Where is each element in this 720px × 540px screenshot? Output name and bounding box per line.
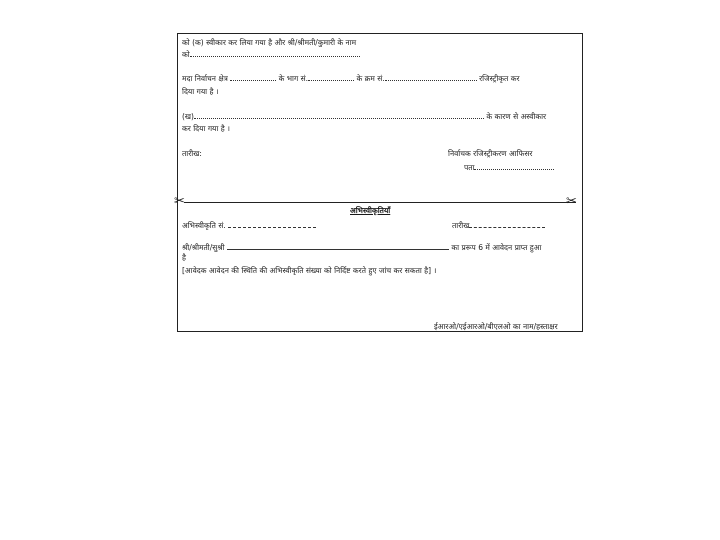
form-line-3 — [182, 73, 520, 84]
receipt-heading: अभिस्वीकृतियाँ — [350, 206, 391, 215]
receipt-date-label: तारीख — [452, 221, 470, 230]
scissors-icon: ✂ — [174, 194, 185, 209]
applicant-line — [182, 242, 541, 253]
form-line-1: को (क) स्वीकार कर लिया गया है और श्री/श्रीमती/कुमारी के नाम — [182, 38, 357, 47]
address-blank — [474, 162, 554, 170]
officer-label: निर्वाचक रजिस्ट्रीकरण आफिसर — [448, 149, 533, 158]
part-no-label: के भाग सं. — [278, 74, 309, 83]
status-note: [आवेदक आवेदन की स्थिति की अभिस्वीकृति संख्या को निर्दिष्ट करते हुए जांच कर सकता है] । — [182, 266, 437, 275]
receipt-date-line — [452, 220, 545, 231]
registered-label: रजिस्ट्रीकृत कर — [479, 74, 520, 83]
receipt-date-blank — [469, 220, 545, 228]
form-line-6: कर दिया गया है । — [182, 124, 230, 133]
applicant-name-blank — [227, 242, 449, 250]
address-line — [464, 162, 554, 173]
applicant-prefix: श्री/श्रीमती/सुश्री — [182, 243, 225, 252]
rejection-suffix: के कारण से अस्वीकार — [486, 112, 547, 121]
applicant-line-end: है — [182, 253, 186, 262]
signature-label: ईआरओ/एईआरओ/बीएलओ का नाम/हस्ताक्षर — [434, 322, 558, 331]
constituency-label: मदा निर्वाचन क्षेत्र — [182, 74, 228, 83]
form-line-2-prefix: को — [182, 50, 190, 59]
serial-no-blank — [385, 73, 477, 81]
serial-no-label: के क्रम सं. — [356, 74, 385, 83]
ack-number-blank — [228, 220, 316, 228]
address-label: पता — [464, 163, 475, 172]
form-line-4: दिया गया है । — [182, 87, 219, 96]
part-no-blank — [308, 73, 354, 81]
scissors-icon: ✂ — [566, 194, 577, 209]
cut-line — [184, 202, 576, 203]
form-line-5 — [182, 111, 546, 122]
reason-blank — [194, 111, 484, 119]
ack-number-line — [182, 220, 316, 231]
date-label: तारीख: — [182, 149, 202, 158]
applicant-suffix: का प्ररूप 6 में आवेदन प्राप्त हुआ — [451, 243, 542, 252]
ack-number-label: अभिस्वीकृति सं. — [182, 221, 226, 230]
form-line-2 — [182, 49, 360, 60]
rejection-prefix: (ख) — [182, 112, 194, 121]
constituency-blank — [230, 73, 276, 81]
election-form-slip — [174, 33, 583, 332]
name-blank — [190, 49, 360, 57]
